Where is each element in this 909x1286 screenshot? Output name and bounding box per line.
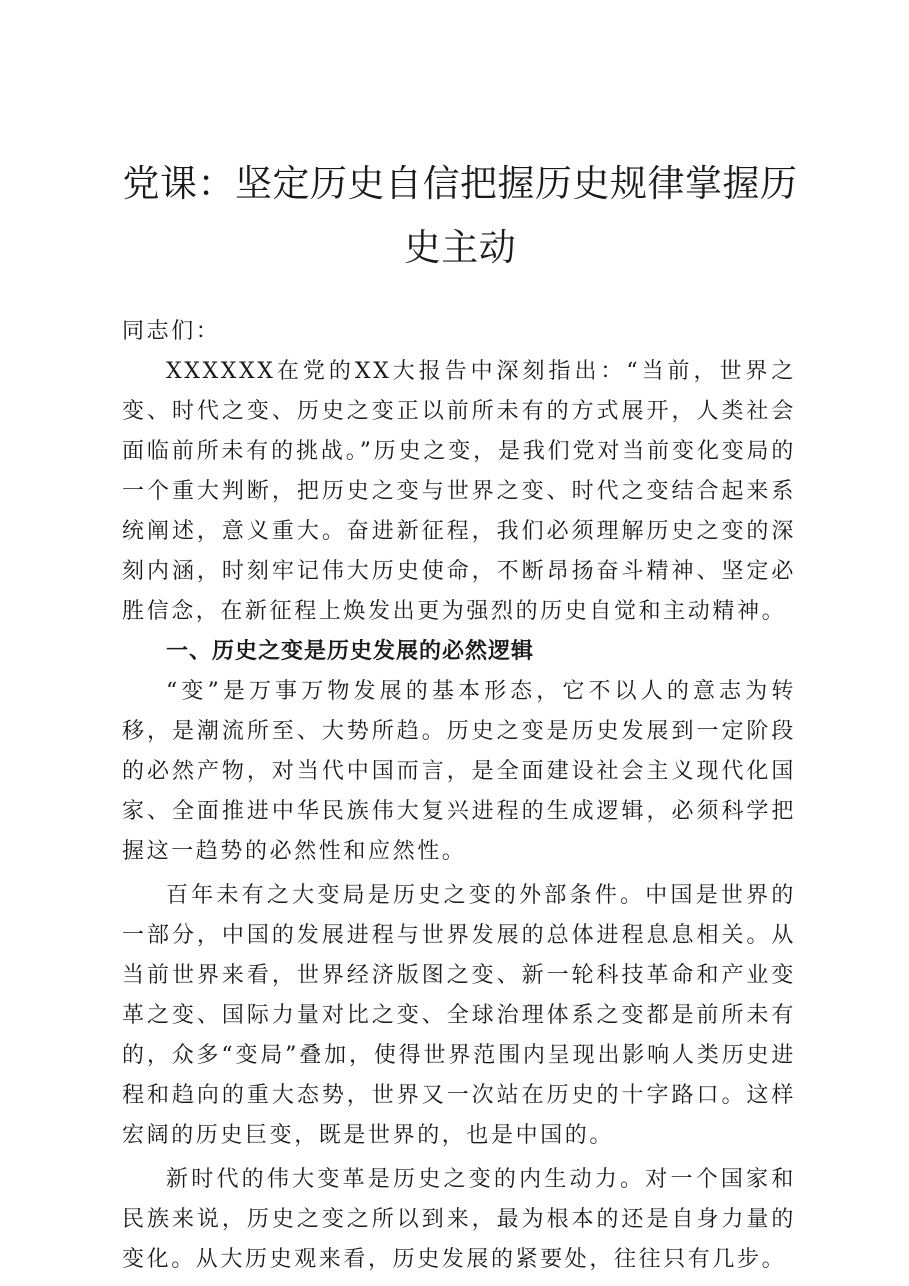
paragraph-external-conditions: 百年未有之大变局是历史之变的外部条件。中国是世界的一部分，中国的发展进程与世界发展的总体进程息息相关。从当前世界来看，世界经济版图之变、新一轮科技革命和产业变革之变、国际力量对比之变、全球治理体系之变都是前所未有的，众多“变局”叠加，使得世界范围内呈现出影响人类历史进程和趋向的重大态势，世界又一次站在历史的十字路口。这样宏阔的历史巨变，既是世界的，也是中国的。	[122, 883, 796, 1148]
section-heading-1: 一、历史之变是历史发展的必然逻辑	[166, 639, 535, 664]
greeting: 同志们：	[122, 319, 221, 344]
document-title: 党课：坚定历史自信把握历史规律掌握历史主动	[122, 162, 798, 269]
paragraph-change: “变”是万事万物发展的基本形态，它不以人的意志为转移，是潮流所至、大势所趋。历史之变是历史发展到一定阶段的必然产物，对当代中国而言，是全面建设社会主义现代化国家、全面推进中华民族伟大复兴进程的生成逻辑，必须科学把握这一趋势的必然性和应然性。	[122, 679, 796, 864]
paragraph-internal-driver: 新时代的伟大变革是历史之变的内生动力。对一个国家和民族来说，历史之变之所以到来，最为根本的还是自身力量的变化。从大历史观来看，历史发展的紧要处，往往只有几步。	[122, 1167, 796, 1272]
document-body	[122, 312, 796, 1280]
paragraph-intro: XXXXXX在党的XX大报告中深刻指出：“当前，世界之变、时代之变、历史之变正以前所未有的方式展开，人类社会面临前所未有的挑战。”历史之变，是我们党对当前变化变局的一个重大判断，把历史之变与世界之变、时代之变结合起来系统阐述，意义重大。奋进新征程，我们必须理解历史之变的深刻内涵，时刻牢记伟大历史使命，不断昂扬奋斗精神、坚定必胜信念，在新征程上焕发出更为强烈的历史自觉和主动精神。	[122, 359, 796, 624]
